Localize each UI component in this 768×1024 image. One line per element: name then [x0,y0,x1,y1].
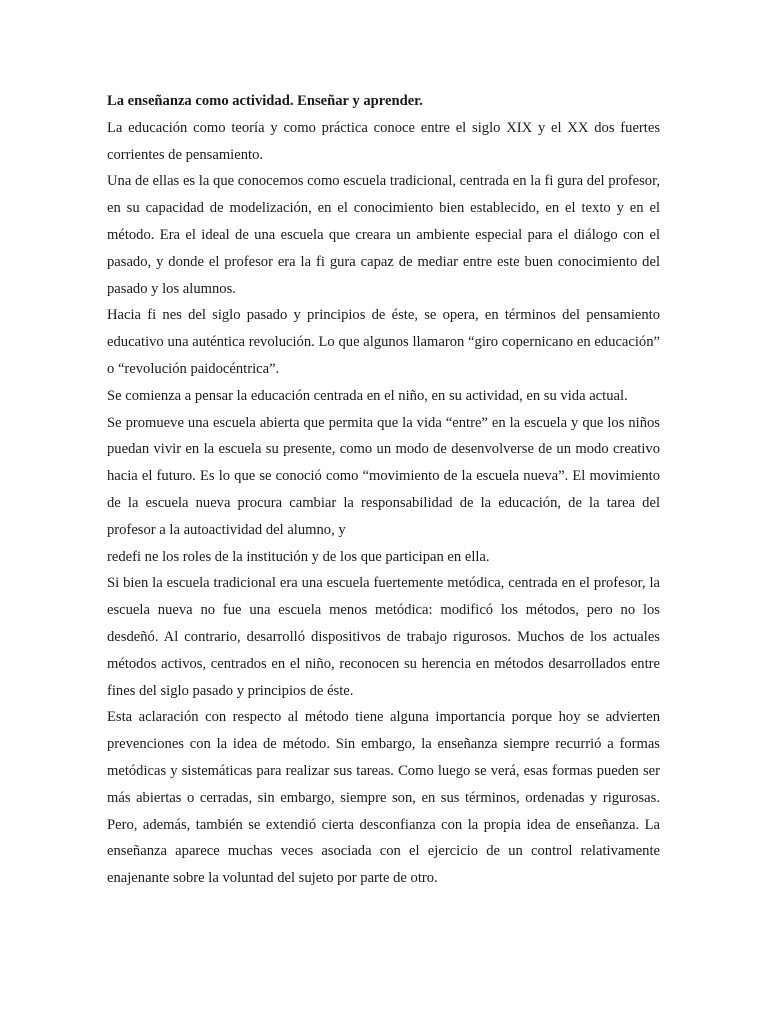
paragraph-7: Si bien la escuela tradicional era una escuela fuertemente metódica, centrada en el profesor, la escuela nueva no fue una escuela menos metódica: modificó los métodos, pero no los desdeñó. Al contrario, desarrolló dispositivos de trabajo rigurosos. Muchos de los actuales métodos activos, centrados en el niño, reconocen su herencia en métodos desarrollados entre fines del siglo pasado y principios de éste. [107,575,660,699]
paragraph-1: La educación como teoría y como práctica conoce entre el siglo XIX y el XX dos fuertes corrientes de pensamiento. [107,119,660,163]
paragraph-6: redefi ne los roles de la institución y de los que participan en ella. [107,548,490,565]
paragraph-2: Una de ellas es la que conocemos como escuela tradicional, centrada en la fi gura del profesor, en su capacidad de modelización, en el conocimiento bien establecido, en el texto y en el método. Era el ideal de una escuela que creara un ambiente especial para el diálogo con el pasado, y donde el profesor era la fi gura capaz de mediar entre este buen conocimiento del pasado y los alumnos. [107,173,660,297]
document-title: La enseñanza como actividad. Enseñar y aprender. [107,93,423,109]
paragraph-4: Se comienza a pensar la educación centrada en el niño, en su actividad, en su vida actual. [107,387,628,404]
paragraph-8: Esta aclaración con respecto al método tiene alguna importancia porque hoy se advierten prevenciones con la idea de método. Sin embargo, la enseñanza siempre recurrió a formas metódicas y sistemáticas para realizar sus tareas. Como luego se verá, esas formas pueden ser más abiertas o cerradas, sin embargo, siempre son, en sus términos, ordenadas y rigurosas. Pero, además, también se extendió cierta desconfianza con la propia idea de enseñanza. La enseñanza aparece muchas veces asociada con el ejercicio de un control relativamente enajenante sobre la voluntad del sujeto por parte de otro. [107,709,660,887]
document-page [107,88,660,892]
paragraph-3: Hacia fi nes del siglo pasado y principios de éste, se opera, en términos del pensamiento educativo una auténtica revolución. Lo que algunos llamaron “giro copernicano en educación” o “revolución paidocéntrica”. [107,307,660,377]
paragraph-5: Se promueve una escuela abierta que permita que la vida “entre” en la escuela y que los niños puedan vivir en la escuela su presente, como un modo de desenvolverse de un modo creativo hacia el futuro. Es lo que se conoció como “movimiento de la escuela nueva”. El movimiento de la escuela nueva procura cambiar la responsabilidad de la educación, de la tarea del profesor a la autoactividad del alumno, y [107,414,660,538]
